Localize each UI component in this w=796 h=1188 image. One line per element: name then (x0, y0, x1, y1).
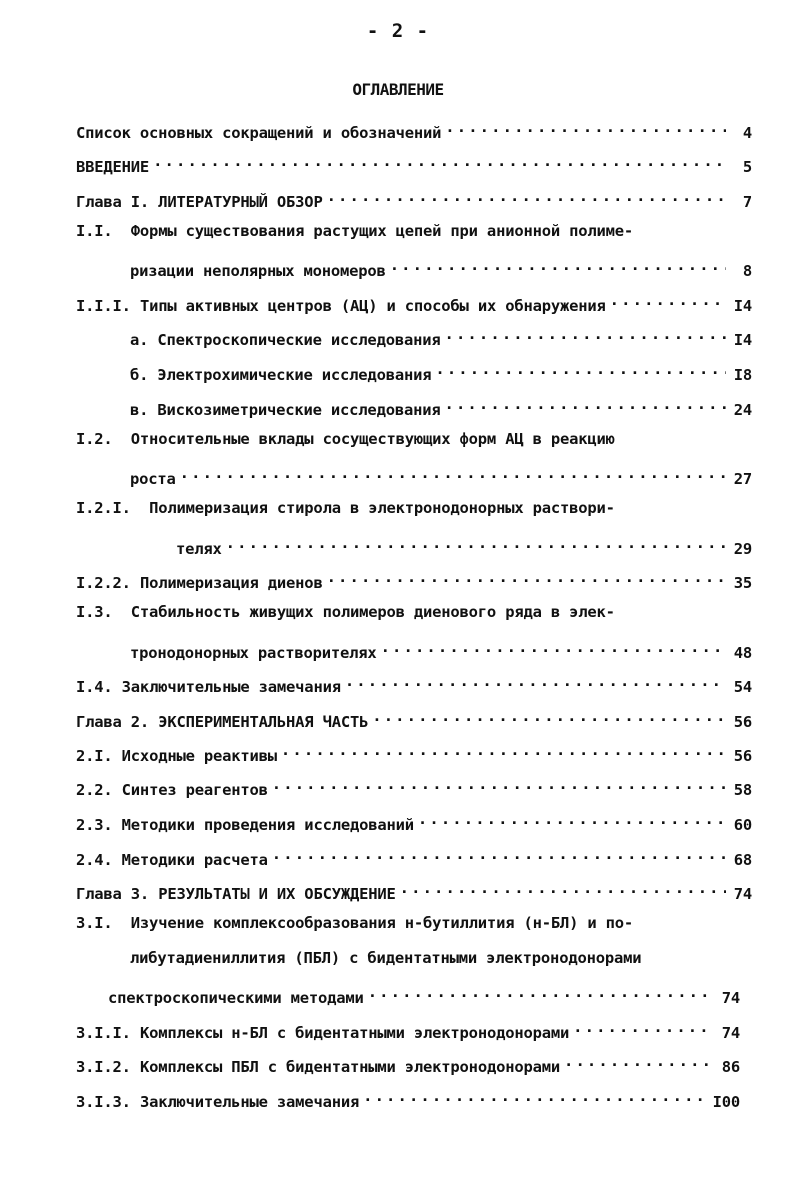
toc-entry-text: ВВЕДЕНИЕ (76, 158, 150, 176)
toc-entry-text: Исходные реактивы (121, 747, 277, 765)
dot-leader (272, 843, 726, 865)
toc-entry (130, 636, 752, 662)
toc-title: ОГЛАВЛЕНИЕ (352, 80, 444, 99)
toc-entry-text: Полимеризация диенов (139, 574, 323, 592)
toc-entry-label: 2.3. (76, 816, 113, 834)
toc-entry-page: 86 (721, 1058, 740, 1076)
dot-leader (390, 254, 726, 276)
toc-entry (176, 532, 752, 558)
dot-leader (573, 1016, 714, 1038)
toc-entry-page: 29 (733, 540, 752, 558)
toc-entry-page: 5 (742, 158, 752, 176)
dot-leader (445, 323, 727, 345)
dot-leader (564, 1050, 714, 1072)
toc-entry-label: 3.I.I. (76, 1024, 131, 1042)
toc-entry-label: I.3. (76, 603, 113, 621)
toc-entry-label: 2.4. (76, 851, 113, 869)
toc-entry-label: I.2.I. (76, 499, 131, 517)
toc-entry-text: Заключительные замечания (121, 678, 341, 696)
toc-entry (130, 462, 752, 488)
toc-entry-text: Заключительные замечания (139, 1093, 360, 1111)
toc-entry-page: 74 (721, 1024, 740, 1042)
toc-entry-page: 56 (733, 713, 752, 731)
toc-entry-label: 3.I.3. (76, 1093, 131, 1111)
toc-entry (76, 289, 752, 315)
toc-entry-text: Изучение комплексообразования н-бутиллития (н-БЛ) и по- (130, 914, 634, 932)
dot-leader (445, 116, 726, 138)
toc-entry-text: Комплексы н-БЛ с бидентатными электронодонорами (139, 1024, 570, 1042)
toc-entry-text-cont: тронодонорных растворителях (130, 644, 377, 662)
toc-entry (76, 150, 752, 176)
dot-leader (418, 808, 726, 830)
toc-entry-page: 74 (733, 885, 752, 903)
dot-leader (372, 705, 726, 727)
toc-entry-label: 2.2. (76, 781, 113, 799)
dot-leader (445, 393, 727, 415)
toc-entry (130, 358, 752, 384)
toc-entry (76, 705, 752, 731)
toc-entry-first-line (76, 428, 615, 450)
toc-entry-page: 56 (733, 747, 752, 765)
toc-entry-label: I.I. (76, 222, 113, 240)
toc-entry-page: I00 (712, 1093, 740, 1111)
toc-entry-text-cont: роста (130, 470, 176, 488)
dot-leader (272, 773, 726, 795)
toc-entry (76, 1050, 740, 1076)
toc-entry (76, 566, 752, 592)
dot-leader (368, 981, 714, 1003)
toc-entry-label: 3.I. (76, 914, 113, 932)
toc-entry (76, 739, 752, 765)
dot-leader (345, 670, 726, 692)
toc-entry-page: 7 (742, 193, 752, 211)
toc-entry-text: Полимеризация стирола в электронодонорных раствори- (149, 499, 615, 517)
toc-entry (76, 1016, 740, 1042)
toc-entry-label: I.4. (76, 678, 113, 696)
dot-leader (226, 532, 726, 554)
toc-entry-page: I8 (733, 366, 752, 384)
dot-leader (327, 566, 726, 588)
toc-entry (76, 116, 752, 142)
toc-entry-text: Вискозиметрические исследования (157, 401, 441, 419)
toc-entry-text: РЕЗУЛЬТАТЫ И ИХ ОБСУЖДЕНИЕ (158, 885, 396, 903)
toc-entry-text: Методики проведения исследований (121, 816, 414, 834)
dot-leader (381, 636, 726, 658)
toc-entry-text-cont: ризации неполярных мономеров (130, 262, 386, 280)
toc-entry (76, 808, 752, 834)
dot-leader (363, 1085, 708, 1107)
toc-entry-text: Методики расчета (121, 851, 268, 869)
toc-entry-page: 8 (742, 262, 752, 280)
toc-entry-text: Комплексы ПБЛ с бидентатными электронодонорами (139, 1058, 560, 1076)
toc-entry-text-cont: телях (176, 540, 222, 558)
toc-entry-page: 27 (733, 470, 752, 488)
toc-entry-text: Формы существования растущих цепей при анионной полиме- (130, 222, 634, 240)
toc-entry-first-line (76, 912, 633, 934)
toc-entry-label: 3.I.2. (76, 1058, 131, 1076)
toc-entry (130, 323, 752, 349)
toc-entry-text: ЛИТЕРАТУРНЫЙ ОБЗОР (158, 193, 323, 211)
toc-entry-first-line (76, 220, 633, 242)
dot-leader (610, 289, 726, 311)
toc-entry (108, 981, 740, 1007)
dot-leader (435, 358, 726, 380)
toc-entry-label: I.I.I. (76, 297, 131, 315)
toc-entry-page: 4 (742, 124, 752, 142)
toc-entry-text: Стабильность живущих полимеров диенового ряда в элек- (130, 603, 615, 621)
toc-entry-page: 24 (733, 401, 752, 419)
toc-entry (130, 254, 752, 280)
toc-entry-text: Типы активных центров (АЦ) и способы их обнаружения (139, 297, 606, 315)
toc-entry-page: I4 (733, 297, 752, 315)
toc-entry-second-line (130, 947, 641, 969)
toc-entry-label: I.2. (76, 430, 113, 448)
dot-leader (281, 739, 726, 761)
toc-entry-label: Глава 3. (76, 885, 150, 903)
toc-entry-label: а. (130, 331, 149, 349)
toc-entry-text: Относительные вклады сосуществующих форм АЦ в реакцию (130, 430, 615, 448)
toc-entry-first-line (76, 497, 615, 519)
toc-entry (76, 773, 752, 799)
dot-leader (400, 877, 726, 899)
toc-entry-text: ЭКСПЕРИМЕНТАЛЬНАЯ ЧАСТЬ (158, 713, 369, 731)
toc-entry-text: Электрохимические исследования (157, 366, 432, 384)
dot-leader (153, 150, 726, 172)
page-number: - 2 - (366, 20, 430, 42)
toc-entry (76, 185, 752, 211)
toc-entry (76, 670, 752, 696)
toc-entry-label: Глава I. (76, 193, 150, 211)
toc-entry-label: б. (130, 366, 149, 384)
toc-entry-text: Спектроскопические исследования (157, 331, 441, 349)
toc-entry-page: 60 (733, 816, 752, 834)
dot-leader (327, 185, 726, 207)
toc-entry-label: Глава 2. (76, 713, 150, 731)
toc-entry (130, 393, 752, 419)
toc-entry (76, 843, 752, 869)
toc-entry (76, 877, 752, 903)
toc-entry-text: Список основных сокращений и обозначений (76, 124, 442, 142)
toc-entry-page: 54 (733, 678, 752, 696)
toc-entry-page: 48 (733, 644, 752, 662)
toc-entry-label: в. (130, 401, 149, 419)
toc-entry-first-line (76, 601, 615, 623)
toc-entry-page: I4 (733, 331, 752, 349)
dot-leader (180, 462, 726, 484)
toc-entry-page: 35 (733, 574, 752, 592)
toc-entry-page: 74 (721, 989, 740, 1007)
toc-entry-text: Синтез реагентов (121, 781, 268, 799)
toc-entry-label: I.2.2. (76, 574, 131, 592)
toc-entry-text-cont2: спектроскопическими методами (108, 989, 364, 1007)
toc-entry (76, 1085, 740, 1111)
toc-entry-page: 58 (733, 781, 752, 799)
toc-entry-text-cont: либутадиениллития (ПБЛ) с бидентатными электронодонорами (130, 949, 642, 967)
toc-entry-page: 68 (733, 851, 752, 869)
toc-entry-label: 2.I. (76, 747, 113, 765)
